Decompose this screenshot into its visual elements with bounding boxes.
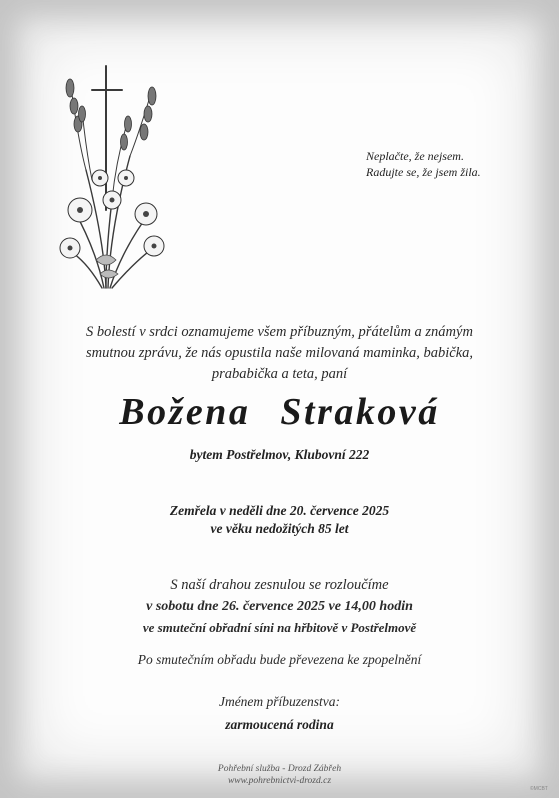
family-signature: zarmoucená rodina — [225, 717, 334, 732]
copyright-mark: ©MCBT — [530, 786, 548, 792]
motto-line-1: Neplačte, že nejsem. — [366, 149, 464, 163]
announcement-line-3: prababička a teta, paní — [211, 366, 348, 382]
cross-with-flowers-and-wheat-icon — [56, 60, 168, 292]
farewell-place: ve smuteční obřadní síni na hřbitově v Postřelmově — [142, 620, 417, 635]
announcement-line-1: S bolestí v srdci oznamujeme všem příbuzným, přátelům a známým — [86, 324, 473, 340]
death-info — [0, 502, 559, 538]
motto-line-2: Radujte se, že jsem žila. — [366, 165, 481, 179]
death-age: ve věku nedožitých 85 let — [210, 521, 349, 536]
family-label: Jménem příbuzenstva: — [218, 694, 341, 709]
farewell-date: v sobotu dne 26. července 2025 ve 14,00 hodin — [146, 599, 413, 614]
cremation-note: Po smutečním obřadu bude převezena ke zpopelnění — [137, 652, 422, 667]
funeral-service-website: www.pohrebnictvi-drozd.cz — [227, 776, 332, 786]
funeral-service-name: Pohřební služba - Drozd Zábřeh — [217, 764, 342, 774]
death-date: Zemřela v neděli dne 20. července 2025 — [169, 503, 390, 518]
announcement-line-2: smutnou zprávu, že nás opustila naše milovaná maminka, babička, — [85, 345, 474, 361]
deceased-name: Božena Straková — [119, 391, 440, 433]
motto — [366, 148, 546, 180]
farewell-intro: S naší drahou zesnulou se rozloučíme — [170, 577, 389, 593]
farewell-info — [0, 575, 559, 638]
funeral-service-footer — [0, 763, 559, 787]
deceased-address: bytem Postřelmov, Klubovní 222 — [189, 447, 370, 462]
announcement-text — [0, 322, 559, 385]
